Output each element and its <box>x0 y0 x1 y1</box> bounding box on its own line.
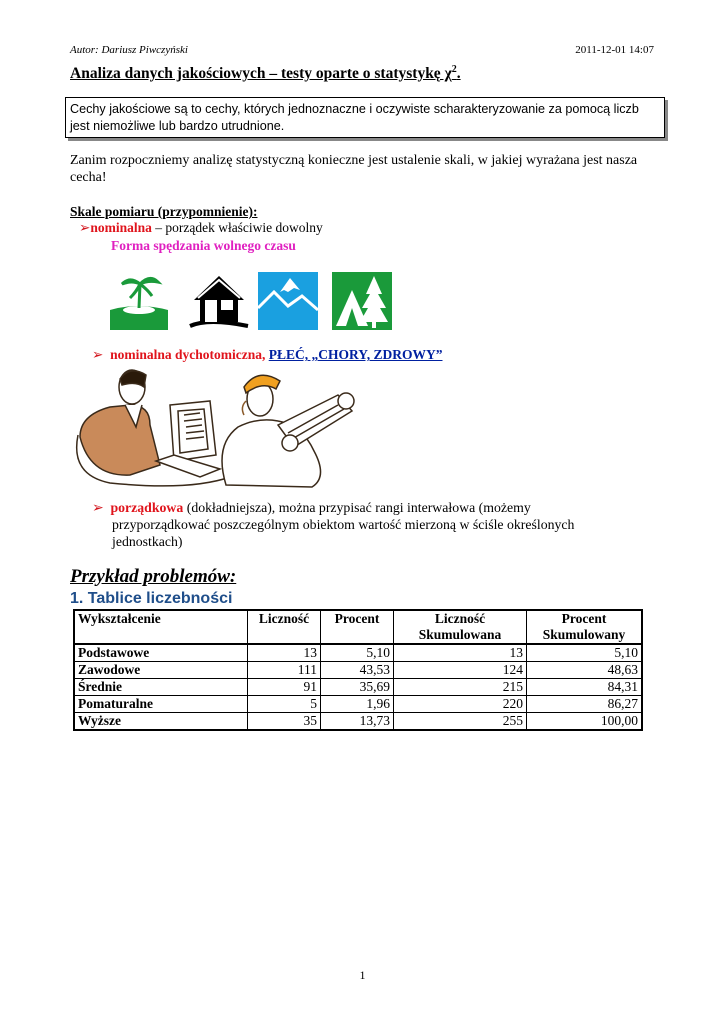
table-cell: 5,10 <box>321 644 394 662</box>
date-header: 2011-12-01 14:07 <box>575 44 654 56</box>
table-cell: 86,27 <box>527 696 643 713</box>
table-cell: Wyższe <box>74 713 248 731</box>
table-cell: 43,53 <box>321 662 394 679</box>
table-cell: 48,63 <box>527 662 643 679</box>
mountain-icon <box>258 272 318 330</box>
table-row <box>74 679 642 696</box>
table-header-row <box>74 610 642 644</box>
definition-box: Cechy jakościowe są to cechy, których jednoznaczne i oczywiste scharakteryzowanie za pomocą liczb jest niemożliwe lub bardzo utrudnione. <box>65 97 665 138</box>
page-title: Analiza danych jakościowych – testy oparte o statystykę $\chi^2$. <box>70 64 461 83</box>
arrow-bullet-icon: ➢ <box>92 347 104 362</box>
table-cell: 91 <box>248 679 321 696</box>
house-icon <box>190 276 248 326</box>
table-cell: 84,31 <box>527 679 643 696</box>
intro-paragraph: Zanim rozpoczniemy analizę statystyczną konieczne jest ustalenie skali, w jakiej wyrażana jest nasza cecha! <box>70 153 638 185</box>
leisure-icons <box>108 270 328 337</box>
camping-icon <box>330 270 400 332</box>
table-cell: Średnie <box>74 679 248 696</box>
col-header: Liczność Skumulowana <box>394 610 527 644</box>
table-cell: 13 <box>394 644 527 662</box>
table-cell: 1,96 <box>321 696 394 713</box>
scale-ordinal: ➢ porządkowa (dokładniejsza), można przypisać rangi interwałowa (możemy przyporządkować poszczególnym obiektom wartość mierzoną w ściśle określonych jednostkach) <box>92 500 575 549</box>
table-cell: 111 <box>248 662 321 679</box>
scale-nominal: ➢nominalna – porządek właściwie dowolny <box>79 220 323 235</box>
examples-heading: Przykład problemów: <box>70 566 237 587</box>
table-row <box>74 662 642 679</box>
scale-dichotomous: ➢ nominalna dychotomiczna, PŁEĆ, „CHORY, ZDROWY” <box>92 347 443 362</box>
table-row <box>74 696 642 713</box>
table-cell: 13 <box>248 644 321 662</box>
table-cell: Podstawowe <box>74 644 248 662</box>
table-cell: 35,69 <box>321 679 394 696</box>
table-cell: 124 <box>394 662 527 679</box>
office-worker-icon <box>77 370 230 486</box>
arrow-bullet-icon: ➢ <box>92 500 104 515</box>
frequency-table <box>73 609 643 731</box>
scales-heading: Skale pomiaru (przypomnienie): <box>70 204 258 219</box>
author-header: Autor: Dariusz Piwczyński <box>70 44 188 56</box>
col-header: Liczność <box>248 610 321 644</box>
table-row <box>74 644 642 662</box>
table-heading: 1. Tablice liczebności <box>70 590 233 607</box>
people-clipart <box>70 365 360 500</box>
col-header: Procent Skumulowany <box>527 610 643 644</box>
worker-with-plans-icon <box>222 375 354 487</box>
table-cell: 13,73 <box>321 713 394 731</box>
table-cell: 100,00 <box>527 713 643 731</box>
nominal-example: Forma spędzania wolnego czasu <box>111 238 296 253</box>
col-header: Procent <box>321 610 394 644</box>
island-icon <box>110 272 168 330</box>
table-cell: 35 <box>248 713 321 731</box>
page-number: 1 <box>359 968 366 982</box>
arrow-bullet-icon: ➢ <box>79 220 91 235</box>
table-cell: 5 <box>248 696 321 713</box>
table-row <box>74 713 642 731</box>
table-cell: Zawodowe <box>74 662 248 679</box>
table-cell: Pomaturalne <box>74 696 248 713</box>
table-cell: 255 <box>394 713 527 731</box>
table-cell: 215 <box>394 679 527 696</box>
table-cell: 220 <box>394 696 527 713</box>
table-cell: 5,10 <box>527 644 643 662</box>
col-header: Wykształcenie <box>74 610 248 644</box>
